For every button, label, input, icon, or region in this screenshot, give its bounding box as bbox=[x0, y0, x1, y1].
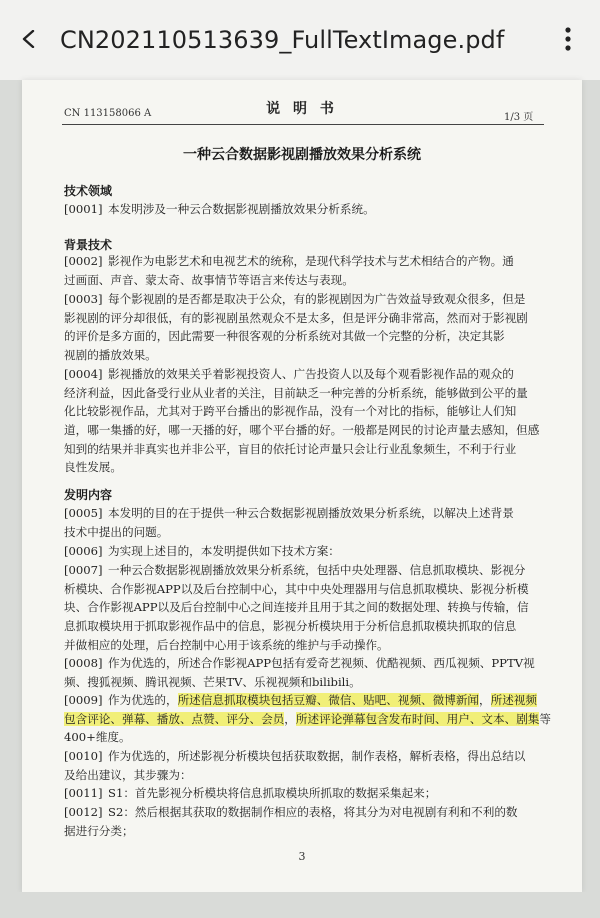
paragraph-0007: [0007] 一种云合数据影视剧播放效果分析系统，包括中央处理器、信息抓取模块、影视分 析模块、合作影视APP以及后台控制中心，其中中央处理器用与信息抓取模块、影视分析模 块、合作影视APP以及后台控制中心之间连接并且用于其之间的数据处理、转换与传输，信 息抓取模块用于抓取影视作品中的信息，影视分析模块用于分析信息抓取模块抓取的信息 并做相应的处理，后台控制中心用于该系统的维护与手动操作。 bbox=[64, 563, 529, 652]
highlight-info-sources: 所述信息抓取模块包括豆瓣、微信、贴吧、视频、微博新闻 bbox=[177, 693, 480, 707]
paragraph-0009: [0009] 作为优选的，所述信息抓取模块包括豆瓣、微信、贴吧、视频、微博新闻，所述视频 包含评论、弹幕、播放、点赞、评分、会员，所述评论弹幕包含发布时间、用户、文本、剧集等 400+维度。 bbox=[64, 693, 551, 745]
header-title: 说 明 书 bbox=[266, 101, 338, 117]
file-name-title: CN202110513639_FullTextImage.pdf bbox=[60, 26, 505, 54]
paragraph-0001: [0001] 本发明涉及一种云合数据影视剧播放效果分析系统。 bbox=[64, 202, 375, 216]
page-number: 3 bbox=[298, 850, 306, 863]
viewer-background bbox=[0, 892, 600, 918]
paragraph-0003: [0003] 每个影视剧的是否都是取决于公众，有的影视剧因为广告效益导致观众很多，但是 影视剧的评分却很低，有的影视剧虽然观众不是太多，但是评分确非常高，然而对于影视剧 的评价是多方面的，因此需要一种很客观的分析系统对其做一个完整的分析，决定其影 视剧的播放效果。 bbox=[64, 292, 528, 363]
section-heading-summary: 发明内容 bbox=[64, 488, 113, 502]
header-divider bbox=[62, 124, 544, 125]
paragraph-0002: [0002] 影视作为电影艺术和电视艺术的统称，是现代科学技术与艺术相结合的产物。通 过画面、声音、蒙太奇、故事情节等语言来传达与表现。 bbox=[64, 254, 514, 287]
patent-number: CN 113158066 A bbox=[64, 108, 152, 119]
paragraph-0005: [0005] 本发明的目的在于提供一种云合数据影视剧播放效果分析系统，以解决上述背景 技术中提出的问题。 bbox=[64, 506, 514, 539]
paragraph-0011: [0011] S1：首先影视分析模块将信息抓取模块所抓取的数据采集起来； bbox=[64, 786, 437, 800]
paragraph-0006: [0006] 为实现上述目的，本发明提供如下技术方案： bbox=[64, 544, 340, 558]
more-vertical-icon[interactable] bbox=[556, 26, 580, 52]
paragraph-0010: [0010] 作为优选的，所述影视分析模块包括获取数据，制作表格，解析表格，得出总结以 及给出建议，其步骤为： bbox=[64, 749, 526, 782]
section-heading-background: 背景技术 bbox=[64, 238, 113, 252]
highlight-comment-fields: 所述评论弹幕包含发布时间、用户、文本、剧集 bbox=[295, 711, 540, 726]
highlight-video-lead: 所述视频 bbox=[490, 693, 538, 707]
app-toolbar bbox=[0, 0, 600, 80]
back-chevron-icon[interactable] bbox=[20, 30, 38, 48]
document-page bbox=[22, 80, 582, 892]
paragraph-0012: [0012] S2：然后根据其获取的数据制作相应的表格，将其分为对电视剧有利和不利的数 据进行分类； bbox=[64, 805, 518, 838]
highlight-video-fields: 包含评论、弹幕、播放、点赞、评分、会员 bbox=[64, 711, 285, 726]
paragraph-0004: [0004] 影视播放的效果关乎着影视投资人、广告投资人以及每个观看影视作品的观众的 经济利益，因此备受行业从业者的关注，目前缺乏一种完善的分析系统，能够做到公平的量 化比较影视作品，尤其对于跨平台播出的影视作品，没有一个对比的指标，能够让人们知 道，哪一集播的好，哪一天播的好，哪个平台播的好。一般都是网民的讨论声量去感知，但感 知到的结果并非真实也并非公平，盲目的依托讨论声量只会让行业乱象频生，不利于行业 良性发展。 bbox=[64, 367, 540, 475]
paragraph-0008: [0008] 作为优选的，所述合作影视APP包括有爱奇艺视频、优酷视频、西瓜视频、PPTV视 频、搜狐视频、腾讯视频、芒果TV、乐视视频和bilibili。 bbox=[64, 656, 535, 689]
header-page-info: 1/3 页 bbox=[504, 112, 534, 123]
section-heading-tech-field: 技术领域 bbox=[64, 184, 113, 198]
document-title: 一种云合数据影视剧播放效果分析系统 bbox=[183, 147, 421, 163]
